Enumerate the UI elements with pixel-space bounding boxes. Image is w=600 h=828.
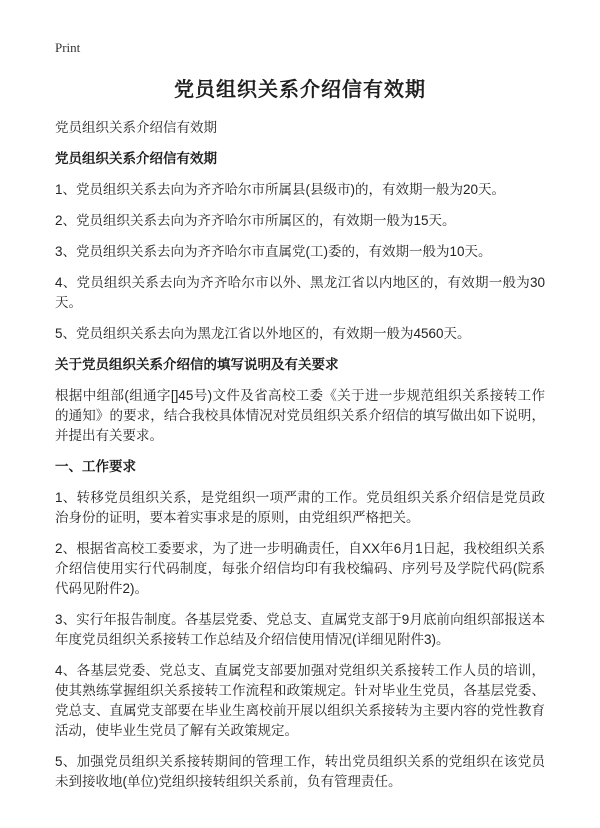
work-requirement-4: 4、各基层党委、党总支、直属党支部要加强对党组织关系接转工作人员的培训，使其熟练掌握组织关系接转工作流程和政策规定。针对毕业生党员，各基层党委、党总支、直属党支部要在毕业生离校前开展以组织关系接转为主要内容的党性教育活动，使毕业生党员了解有关政策规定。 (55, 663, 545, 738)
intro-line: 党员组织关系介绍信有效期 (55, 120, 217, 135)
work-requirement-2: 2、根据省高校工委要求，为了进一步明确责任，自XX年6月1日起，我校组织关系介绍信使用实行代码制度，每张介绍信均印有我校编码、序列号及学院代码(院系代码见附件2)。 (55, 541, 545, 596)
page-title: 党员组织关系介绍信有效期 (174, 79, 426, 101)
section-heading-work-requirements: 一、工作要求 (55, 459, 136, 474)
instructions-intro: 根据中组部(组通字[]45号)文件及省高校工委《关于进一步规范组织关系接转工作的通知》的要求，结合我校具体情况对党员组织关系介绍信的填写做出如下说明，并提出有关要求。 (55, 388, 545, 443)
work-requirement-3: 3、实行年报告制度。各基层党委、党总支、直属党支部于9月底前向组织部报送本年度党员组织关系接转工作总结及介绍信使用情况(详细见附件3)。 (55, 612, 545, 647)
validity-item-1: 1、党员组织关系去向为齐齐哈尔市所属县(县级市)的，有效期一般为20天。 (55, 182, 506, 197)
validity-item-5: 5、党员组织关系去向为黑龙江省以外地区的，有效期一般为4560天。 (55, 326, 471, 341)
document-body (0, 103, 600, 792)
validity-item-3: 3、党员组织关系去向为齐齐哈尔市直属党(工)委的，有效期一般为10天。 (55, 244, 492, 259)
print-button[interactable]: Print (55, 40, 81, 55)
section-heading-validity: 党员组织关系介绍信有效期 (55, 151, 217, 166)
section-heading-instructions: 关于党员组织关系介绍信的填写说明及有关要求 (55, 357, 339, 372)
validity-item-4: 4、党员组织关系去向为齐齐哈尔市以外、黑龙江省以内地区的，有效期一般为30天。 (55, 275, 545, 310)
work-requirement-5: 5、加强党员组织关系接转期间的管理工作，转出党员组织关系的党组织在该党员未到接收地(单位)党组织接转组织关系前，负有管理责任。 (55, 754, 545, 789)
validity-item-2: 2、党员组织关系去向为齐齐哈尔市所属区的，有效期一般为15天。 (55, 213, 456, 228)
work-requirement-1: 1、转移党员组织关系，是党组织一项严肃的工作。党员组织关系介绍信是党员政治身份的证明，要本着实事求是的原则，由党组织严格把关。 (55, 490, 545, 525)
